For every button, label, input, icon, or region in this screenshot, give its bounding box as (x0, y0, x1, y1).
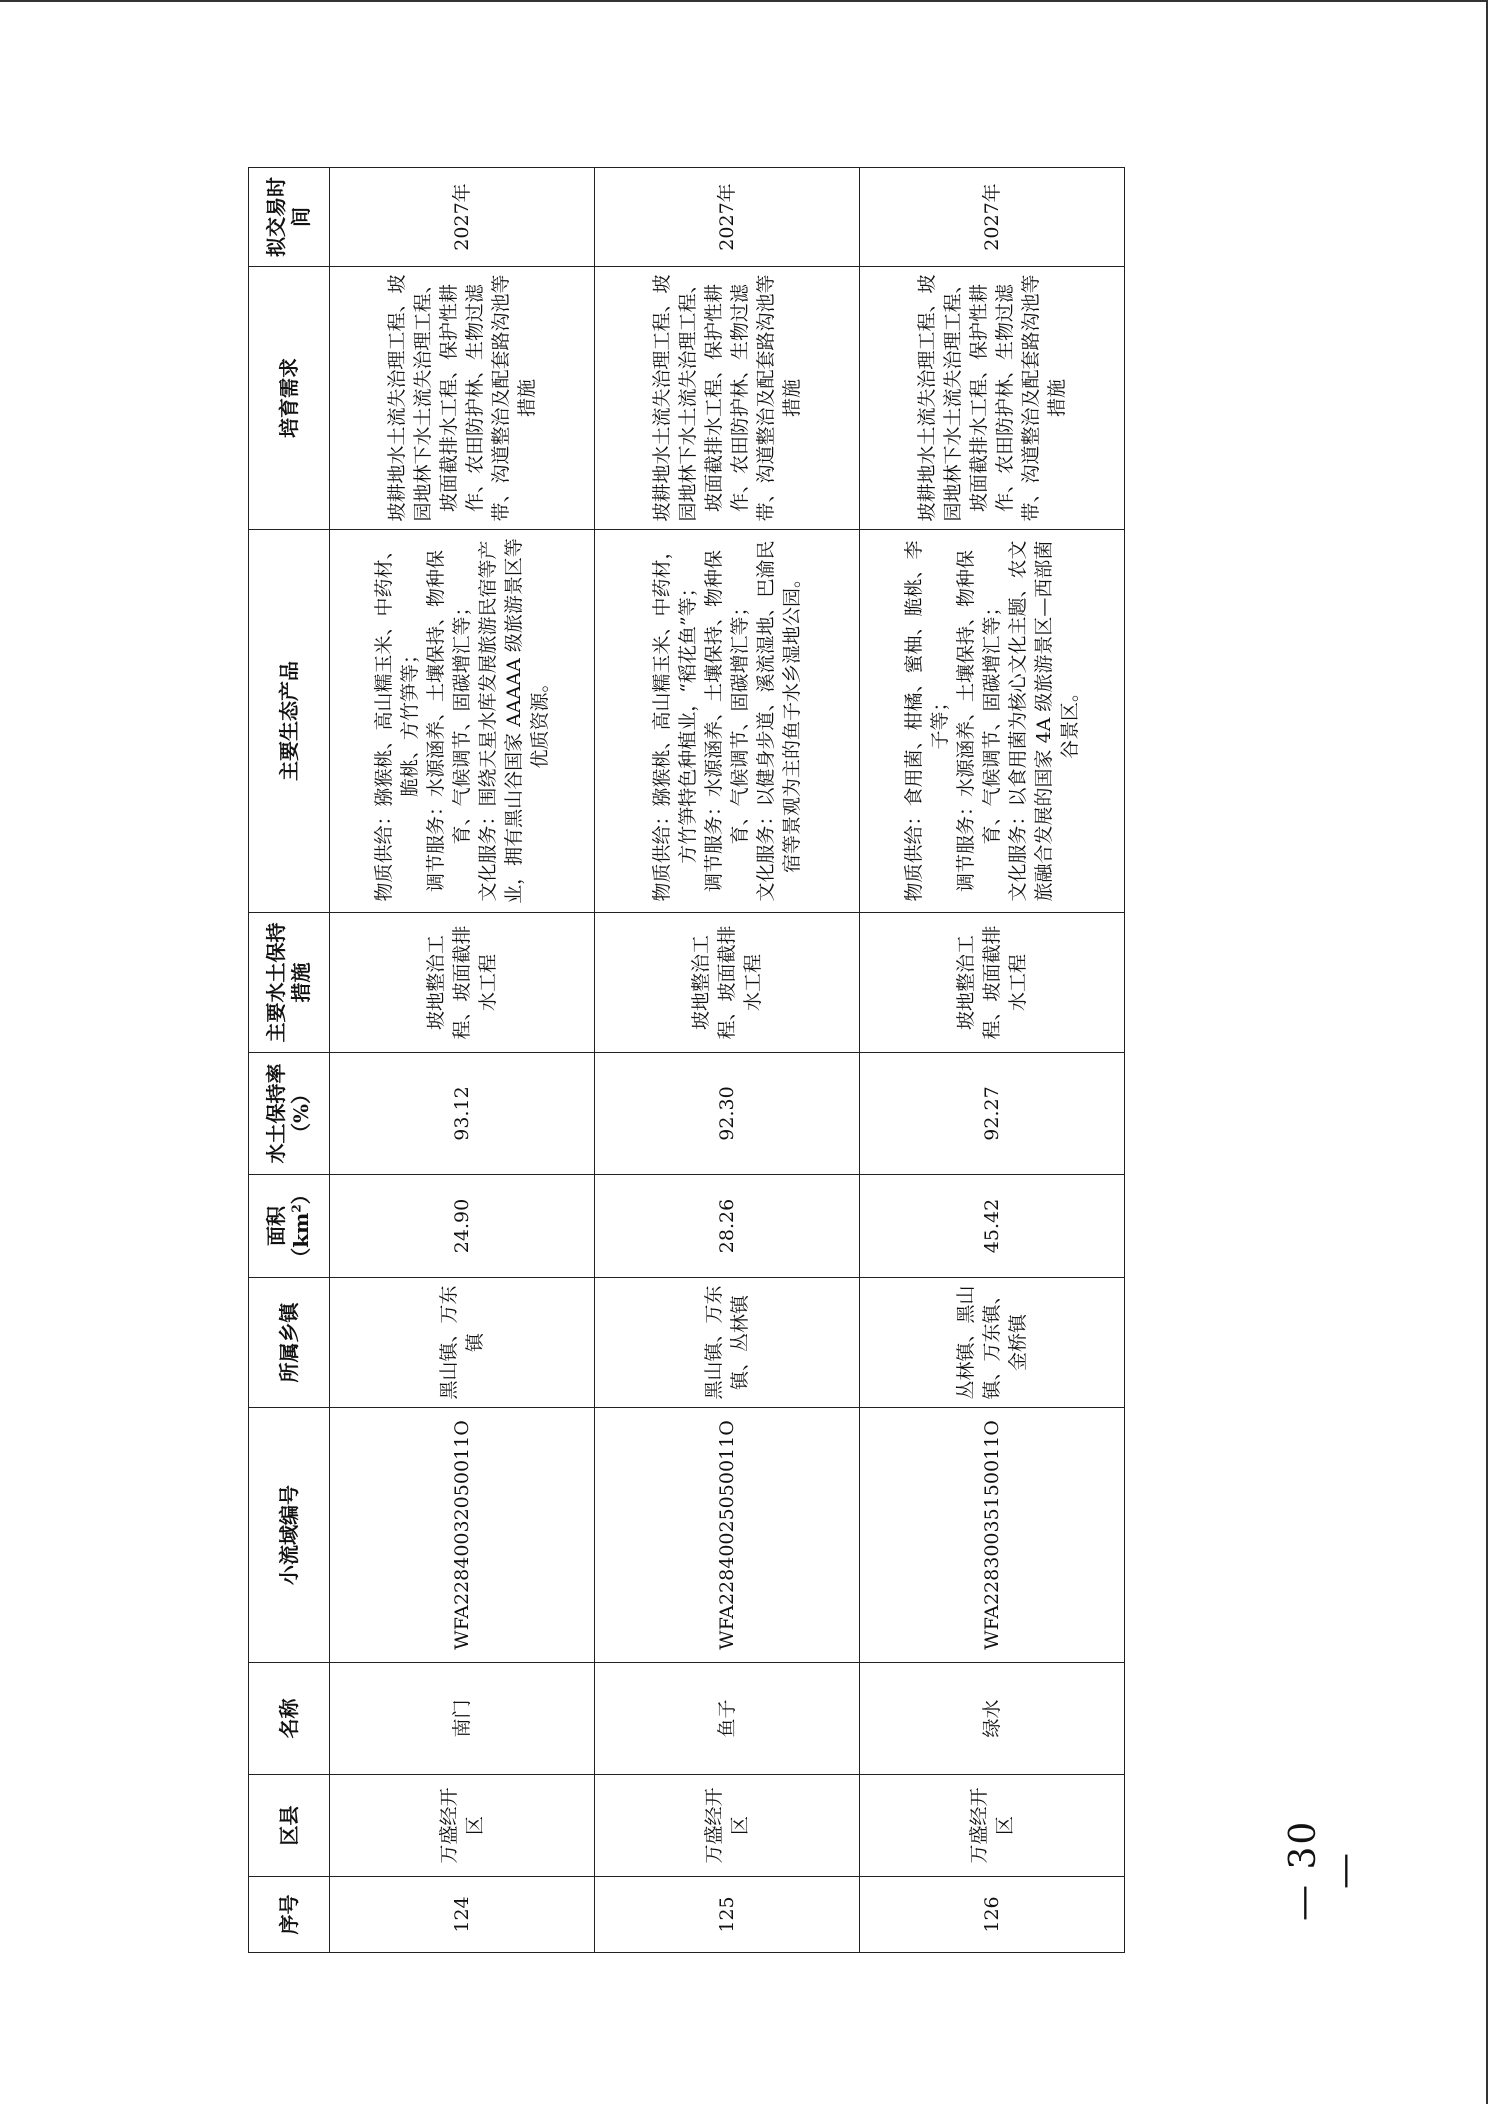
product-supply: 物质供给：食用菌、柑橘、蜜柚、脆桃、李子等； (903, 540, 951, 902)
page-number: — 30 — (1283, 1819, 1365, 1921)
header-code: 小流域编号 (249, 1408, 330, 1663)
header-name: 名称 (249, 1663, 330, 1775)
cell-rate: 93.12 (330, 1053, 595, 1175)
cell-rate: 92.27 (860, 1053, 1125, 1175)
area-unit-text: （km (289, 1212, 313, 1268)
area-unit-superscript: 2 (289, 1204, 304, 1213)
header-area-unit (289, 1181, 314, 1271)
cell-code: WFA22830035150011O (860, 1408, 1125, 1663)
header-county: 区县 (249, 1775, 330, 1877)
cell-needs: 坡耕地水土流失治理工程、坡园地林下水土流失治理工程、坡面截排水工程、保护性耕作、农田防护林、生物过滤带、沟道整治及配套路沟池等措施 (860, 267, 1125, 530)
header-town: 所属乡镇 (249, 1278, 330, 1408)
cell-county: 万盛经开区 (330, 1775, 595, 1877)
product-culture: 文化服务：以健身步道、溪流湿地、巴渝民宿等景观为主的鱼子水乡湿地公园。 (755, 540, 803, 902)
cell-name: 鱼子 (595, 1663, 860, 1775)
header-products: 主要生态产品 (249, 530, 330, 913)
cell-products (860, 530, 1125, 913)
cell-name: 南门 (330, 1663, 595, 1775)
cell-area: 24.90 (330, 1175, 595, 1278)
cell-county: 万盛经开区 (860, 1775, 1125, 1877)
product-regulation: 调节服务：水源涵养、土壤保持、物种保育、气候调节、固碳增汇等； (425, 550, 473, 893)
area-unit-close: ） (289, 1184, 313, 1205)
product-supply: 物质供给：猕猴桃、高山糯玉米、中药材，方竹笋特色种植业，“稻花鱼”等； (651, 540, 699, 902)
cell-town: 黑山镇、万东镇 (330, 1278, 595, 1408)
product-supply: 物质供给：猕猴桃、高山糯玉米、中药材、脆桃、方竹笋等； (373, 540, 421, 902)
header-area-label: 面积 (264, 1206, 288, 1246)
cell-products (595, 530, 860, 913)
cell-rate: 92.30 (595, 1053, 860, 1175)
table-row (860, 168, 1125, 1953)
cell-town: 丛林镇、黑山镇、万东镇、金桥镇 (860, 1278, 1125, 1408)
watershed-table (248, 167, 1125, 1953)
cell-county: 万盛经开区 (595, 1775, 860, 1877)
cell-measures: 坡地整治工程、坡面截排水工程 (860, 913, 1125, 1053)
cell-seq: 125 (595, 1877, 860, 1953)
cell-products (330, 530, 595, 913)
cell-area: 28.26 (595, 1175, 860, 1278)
header-seq: 序号 (249, 1877, 330, 1953)
cell-needs: 坡耕地水土流失治理工程、坡园地林下水土流失治理工程、坡面截排水工程、保护性耕作、农田防护林、生物过滤带、沟道整治及配套路沟池等措施 (595, 267, 860, 530)
cell-time: 2027年 (595, 168, 860, 267)
cell-measures: 坡地整治工程、坡面截排水工程 (595, 913, 860, 1053)
cell-needs: 坡耕地水土流失治理工程、坡园地林下水土流失治理工程、坡面截排水工程、保护性耕作、农田防护林、生物过滤带、沟道整治及配套路沟池等措施 (330, 267, 595, 530)
product-regulation: 调节服务：水源涵养、土壤保持、物种保育、气候调节、固碳增汇等； (703, 550, 751, 893)
top-border-line (0, 0, 1488, 2)
table-row (330, 168, 595, 1953)
header-needs: 培育需求 (249, 267, 330, 530)
cell-code: WFA22840032050011O (330, 1408, 595, 1663)
header-measures: 主要水土保持措施 (249, 913, 330, 1053)
cell-seq: 126 (860, 1877, 1125, 1953)
cell-seq: 124 (330, 1877, 595, 1953)
product-culture: 文化服务：以食用菌为核心文化主题、农文旅融合发展的国家 4A 级旅游景区—西部菌谷景区。 (1007, 540, 1081, 902)
product-culture: 文化服务：围绕天星水库发展旅游民宿等产业，拥有黑山谷国家 AAAAA 级旅游景区等优质资源。 (477, 538, 551, 904)
header-rate: 水土保持率（%） (249, 1053, 330, 1175)
header-area (249, 1175, 330, 1278)
header-time: 拟交易时间 (249, 168, 330, 267)
cell-name: 绿水 (860, 1663, 1125, 1775)
cell-area: 45.42 (860, 1175, 1125, 1278)
cell-town: 黑山镇、万东镇、丛林镇 (595, 1278, 860, 1408)
rotated-table-frame (248, 168, 1121, 1953)
cell-time: 2027年 (860, 168, 1125, 267)
cell-time: 2027年 (330, 168, 595, 267)
cell-measures: 坡地整治工程、坡面截排水工程 (330, 913, 595, 1053)
product-regulation: 调节服务：水源涵养、土壤保持、物种保育、气候调节、固碳增汇等； (955, 550, 1003, 893)
table-row (595, 168, 860, 1953)
table-header-row (249, 168, 330, 1953)
cell-code: WFA22840025050011O (595, 1408, 860, 1663)
